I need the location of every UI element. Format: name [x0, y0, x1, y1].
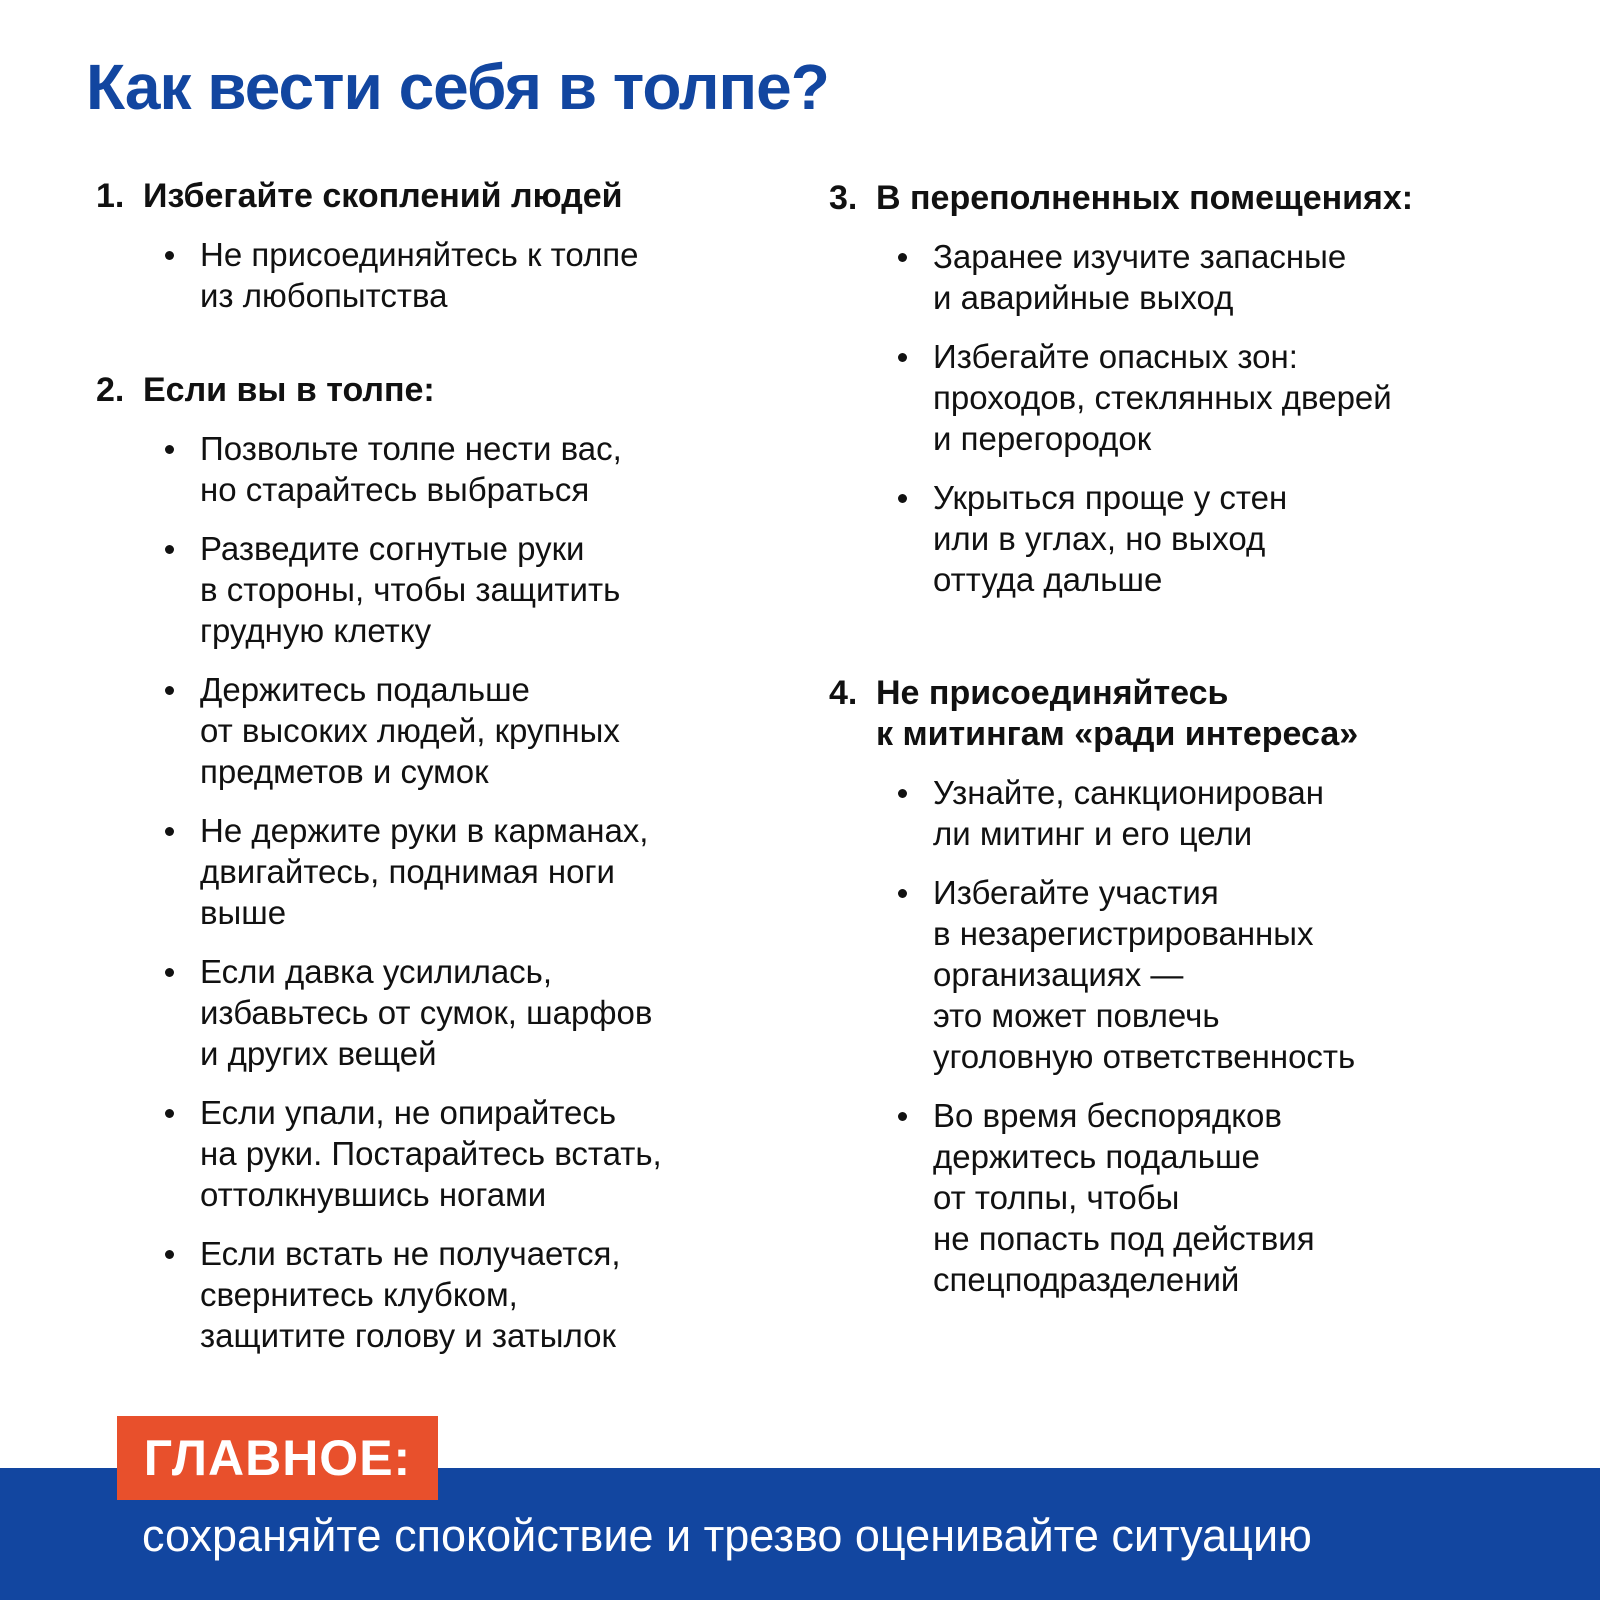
list-item: Во время беспорядков держитесь подальше от толпы, чтобы не попасть под действия спецподразделений: [829, 1095, 1358, 1300]
list-item: Не присоединяйтесь к толпе из любопытства: [96, 234, 639, 316]
bullet-list: [96, 428, 662, 1356]
list-item: Не держите руки в карманах, двигайтесь, поднимая ноги выше: [96, 810, 662, 933]
list-item: Укрыться проще у стен или в углах, но выход оттуда дальше: [829, 477, 1413, 600]
section-title: В переполненных помещениях:: [876, 179, 1414, 217]
section-title: Не присоединяйтесь к митингам «ради интереса»: [876, 674, 1359, 753]
bullet-icon: [898, 253, 907, 262]
bullet-icon: [898, 889, 907, 898]
section-2: [96, 370, 662, 1356]
bullet-icon: [165, 251, 174, 260]
section-number: 3.: [829, 179, 858, 217]
list-item: Разведите согнутые руки в стороны, чтобы защитить грудную клетку: [96, 528, 662, 651]
section-1: [96, 176, 639, 316]
section-number: 1.: [96, 177, 125, 215]
section-title: Избегайте скоплений людей: [143, 177, 623, 215]
section-number: 2.: [96, 371, 125, 409]
section-3: [829, 178, 1413, 600]
bullet-list: [829, 236, 1413, 600]
bullet-icon: [898, 1112, 907, 1121]
main-label-badge: ГЛАВНОЕ:: [117, 1416, 438, 1500]
bullet-icon: [165, 1250, 174, 1259]
bullet-icon: [165, 545, 174, 554]
section-heading: [829, 178, 1413, 219]
bullet-list: [96, 234, 639, 316]
list-item: Если давка усилилась, избавьтесь от сумок, шарфов и других вещей: [96, 951, 662, 1074]
list-item: Избегайте участия в незарегистрированных организациях — это может повлечь уголовную ответственность: [829, 872, 1358, 1077]
list-item: Если встать не получается, свернитесь клубком, защитите голову и затылок: [96, 1233, 662, 1356]
section-4: [829, 673, 1358, 1300]
section-title: Если вы в толпе:: [143, 371, 435, 409]
bullet-icon: [165, 445, 174, 454]
section-heading: [96, 370, 662, 411]
list-item: Заранее изучите запасные и аварийные выход: [829, 236, 1413, 318]
bullet-icon: [898, 494, 907, 503]
bullet-icon: [165, 827, 174, 836]
list-item: Держитесь подальше от высоких людей, крупных предметов и сумок: [96, 669, 662, 792]
list-item: Избегайте опасных зон: проходов, стеклянных дверей и перегородок: [829, 336, 1413, 459]
bullet-icon: [898, 789, 907, 798]
bullet-icon: [165, 686, 174, 695]
list-item: Если упали, не опирайтесь на руки. Постарайтесь встать, оттолкнувшись ногами: [96, 1092, 662, 1215]
section-heading: [829, 673, 1358, 755]
section-heading: [96, 176, 639, 217]
bullet-icon: [165, 968, 174, 977]
list-item: Позвольте толпе нести вас, но старайтесь выбраться: [96, 428, 662, 510]
page-title: Как вести себя в толпе?: [86, 51, 829, 123]
bullet-icon: [165, 1109, 174, 1118]
main-message: сохраняйте спокойствие и трезво оценивайте ситуацию: [142, 1510, 1312, 1561]
list-item: Узнайте, санкционирован ли митинг и его цели: [829, 772, 1358, 854]
bullet-icon: [898, 353, 907, 362]
section-number: 4.: [829, 674, 858, 712]
bullet-list: [829, 772, 1358, 1300]
